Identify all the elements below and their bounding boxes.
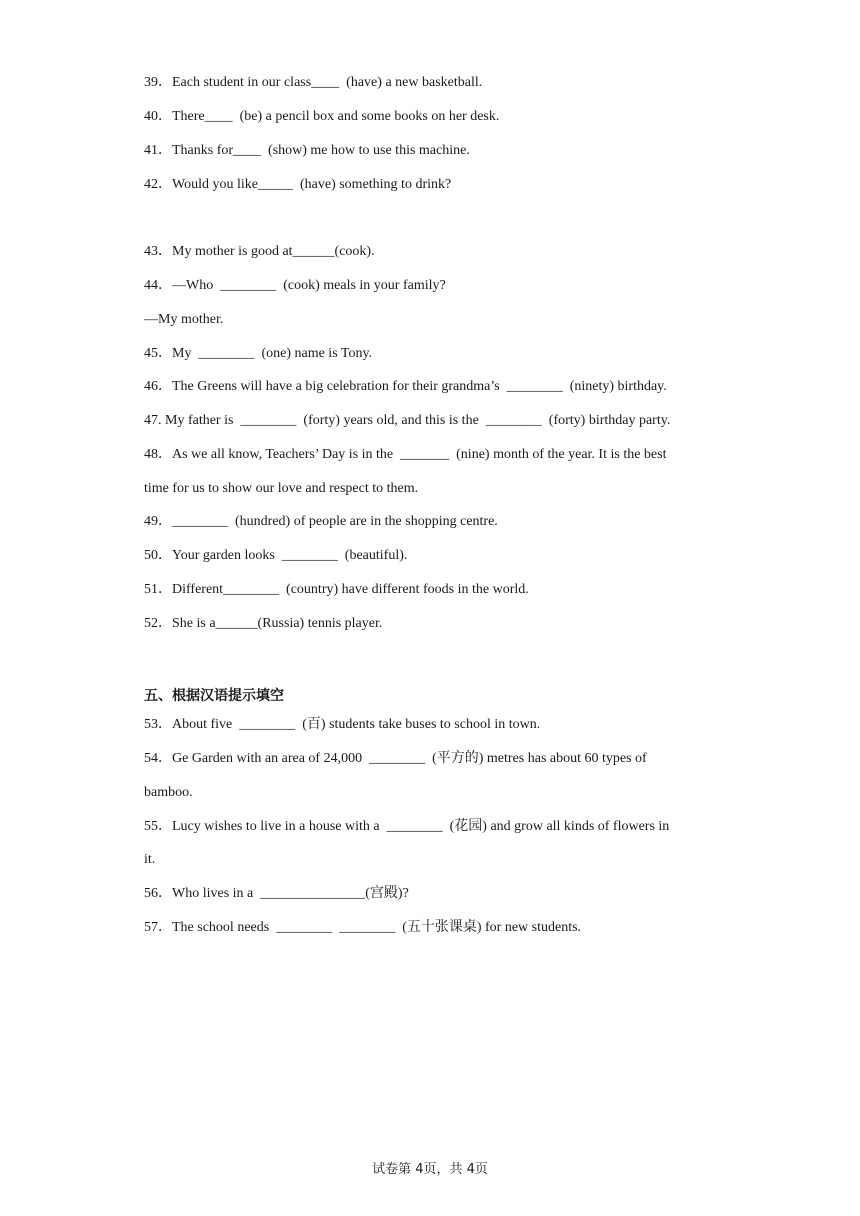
question-56: 56．Who lives in a _______________(宫殿)? xyxy=(144,886,409,901)
question-54-line-2: bamboo. xyxy=(144,785,193,800)
question-47: 47. My father is ________ (forty) years old, and this is the ________ (forty) birthday party. xyxy=(144,413,671,428)
page-footer: 试卷第 4页，共 4页 xyxy=(372,1162,488,1177)
question-55-line-1: 55．Lucy wishes to live in a house with a ________ (花园) and grow all kinds of flowers in xyxy=(144,819,670,834)
question-54-line-1: 54．Ge Garden with an area of 24,000 ________ (平方的) metres has about 60 types of xyxy=(144,751,647,766)
question-39: 39．Each student in our class____ (have) a new basketball. xyxy=(144,75,483,90)
question-57: 57．The school needs ________ ________ (五十张课桌) for new students. xyxy=(144,920,582,935)
question-49: 49．________ (hundred) of people are in the shopping centre. xyxy=(144,514,498,529)
question-44: 44．—Who ________ (cook) meals in your family? xyxy=(144,278,446,293)
section-5-heading: 五、根据汉语提示填空 xyxy=(144,688,284,704)
question-46: 46．The Greens will have a big celebration for their grandma’s ________ (ninety) birthday. xyxy=(144,379,667,394)
question-51: 51．Different________ (country) have different foods in the world. xyxy=(144,582,529,597)
question-40: 40．There____ (be) a pencil box and some books on her desk. xyxy=(144,109,500,124)
question-42: 42．Would you like_____ (have) something to drink? xyxy=(144,177,452,192)
question-55-line-2: it. xyxy=(144,852,156,867)
question-53: 53．About five ________ (百) students take buses to school in town. xyxy=(144,717,541,732)
question-44-reply: —My mother. xyxy=(144,312,224,327)
question-50: 50．Your garden looks ________ (beautiful). xyxy=(144,548,408,563)
question-48-line-2: time for us to show our love and respect to them. xyxy=(144,481,419,496)
question-45: 45．My ________ (one) name is Tony. xyxy=(144,346,373,361)
question-43: 43．My mother is good at______(cook). xyxy=(144,244,375,259)
question-52: 52．She is a______(Russia) tennis player. xyxy=(144,616,383,631)
question-41: 41．Thanks for____ (show) me how to use this machine. xyxy=(144,143,470,158)
question-48-line-1: 48．As we all know, Teachers’ Day is in the _______ (nine) month of the year. It is the best xyxy=(144,447,667,462)
